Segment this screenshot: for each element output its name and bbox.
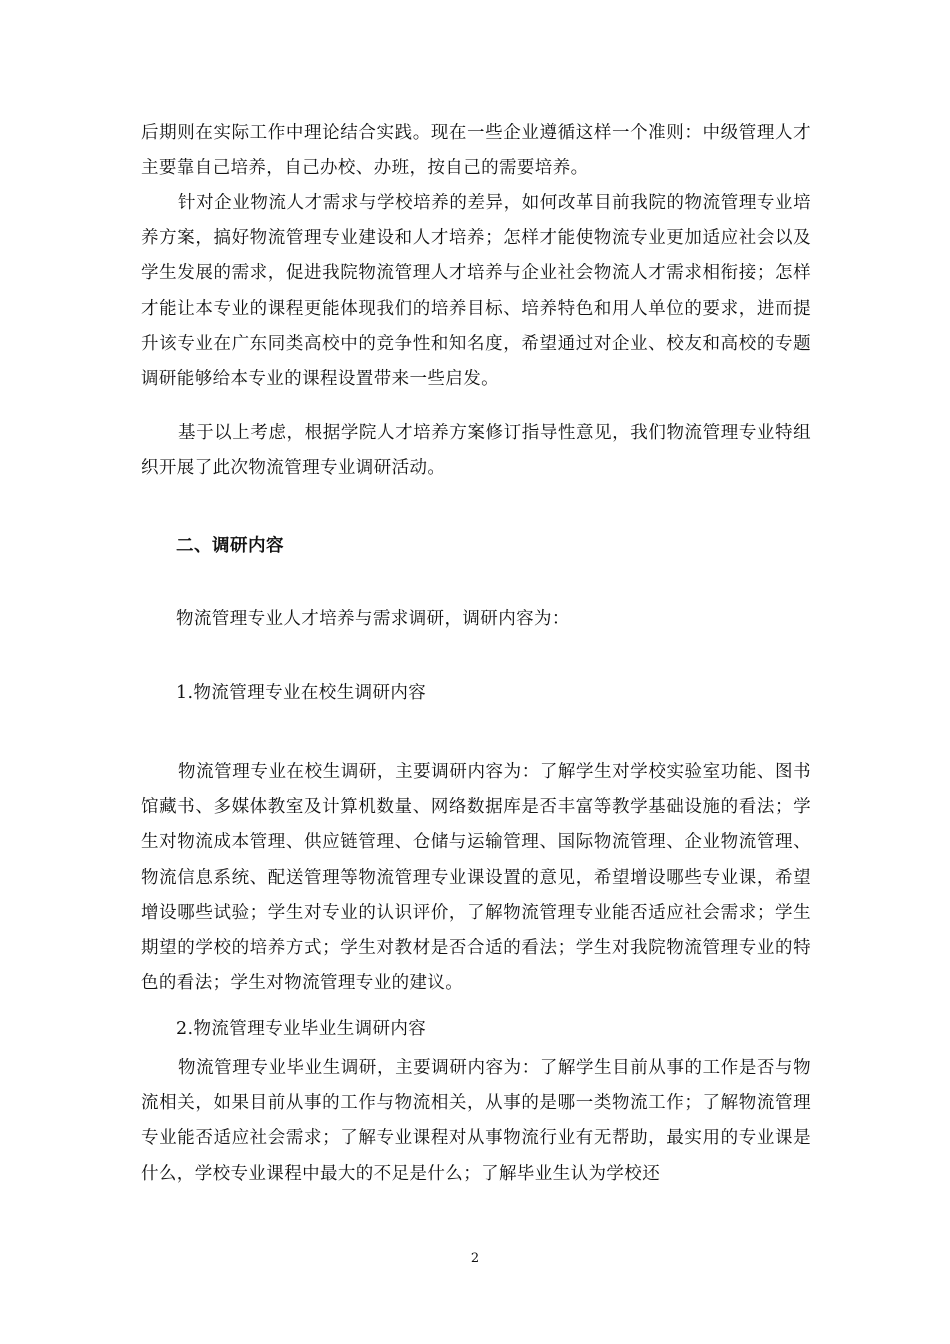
intro-line: 物流管理专业人才培养与需求调研，调研内容为： xyxy=(176,609,570,629)
subsection-2-body: 物流管理专业毕业生调研，主要调研内容为：了解学生目前从事的工作是否与物流相关，如果目前从事的工作与物流相关，从事的是哪一类物流工作；了解物流管理专业能否适应社会需求；了解专业课程对从事物流行业有无帮助，最实用的专业课是什么，学校专业课程中最大的不足是什么；了解毕业生认为学校还 xyxy=(141,1058,811,1184)
subsection-1-title: 1.物流管理专业在校生调研内容 xyxy=(176,683,427,703)
paragraph-continuation: 后期则在实际工作中理论结合实践。现在一些企业遵循这样一个准则：中级管理人才主要靠自己培养，自己办校、办班，按自己的需要培养。 xyxy=(141,123,811,179)
section-heading: 二、调研内容 xyxy=(176,536,284,556)
subsection-2-title: 2.物流管理专业毕业生调研内容 xyxy=(176,1019,427,1039)
paragraph-reform-question: 针对企业物流人才需求与学校培养的差异，如何改革目前我院的物流管理专业培养方案，搞好物流管理专业建设和人才培养；怎样才能使物流专业更加适应社会以及学生发展的需求，促进我院物流管理人才培养与企业社会物流人才需求相衔接；怎样才能让本专业的课程更能体现我们的培养目标、培养特色和用人单位的要求，进而提升该专业在广东同类高校中的竞争性和知名度，希望通过对企业、校友和高校的专题调研能够给本专业的课程设置带来一些启发。 xyxy=(141,193,811,390)
subsection-1-body: 物流管理专业在校生调研，主要调研内容为：了解学生对学校实验室功能、图书馆藏书、多媒体教室及计算机数量、网络数据库是否丰富等教学基础设施的看法；学生对物流成本管理、供应链管理、仓储与运输管理、国际物流管理、企业物流管理、物流信息系统、配送管理等物流管理专业课设置的意见，希望增设哪些专业课，希望增设哪些试验；学生对专业的认识评价，了解物流管理专业能否适应社会需求；学生期望的学校的培养方式；学生对教材是否合适的看法；学生对我院物流管理专业的特色的看法；学生对物流管理专业的建议。 xyxy=(141,762,811,994)
paragraph-considerations: 基于以上考虑，根据学院人才培养方案修订指导性意见，我们物流管理专业特组织开展了此次物流管理专业调研活动。 xyxy=(141,423,811,479)
page-number: 2 xyxy=(470,1251,480,1266)
